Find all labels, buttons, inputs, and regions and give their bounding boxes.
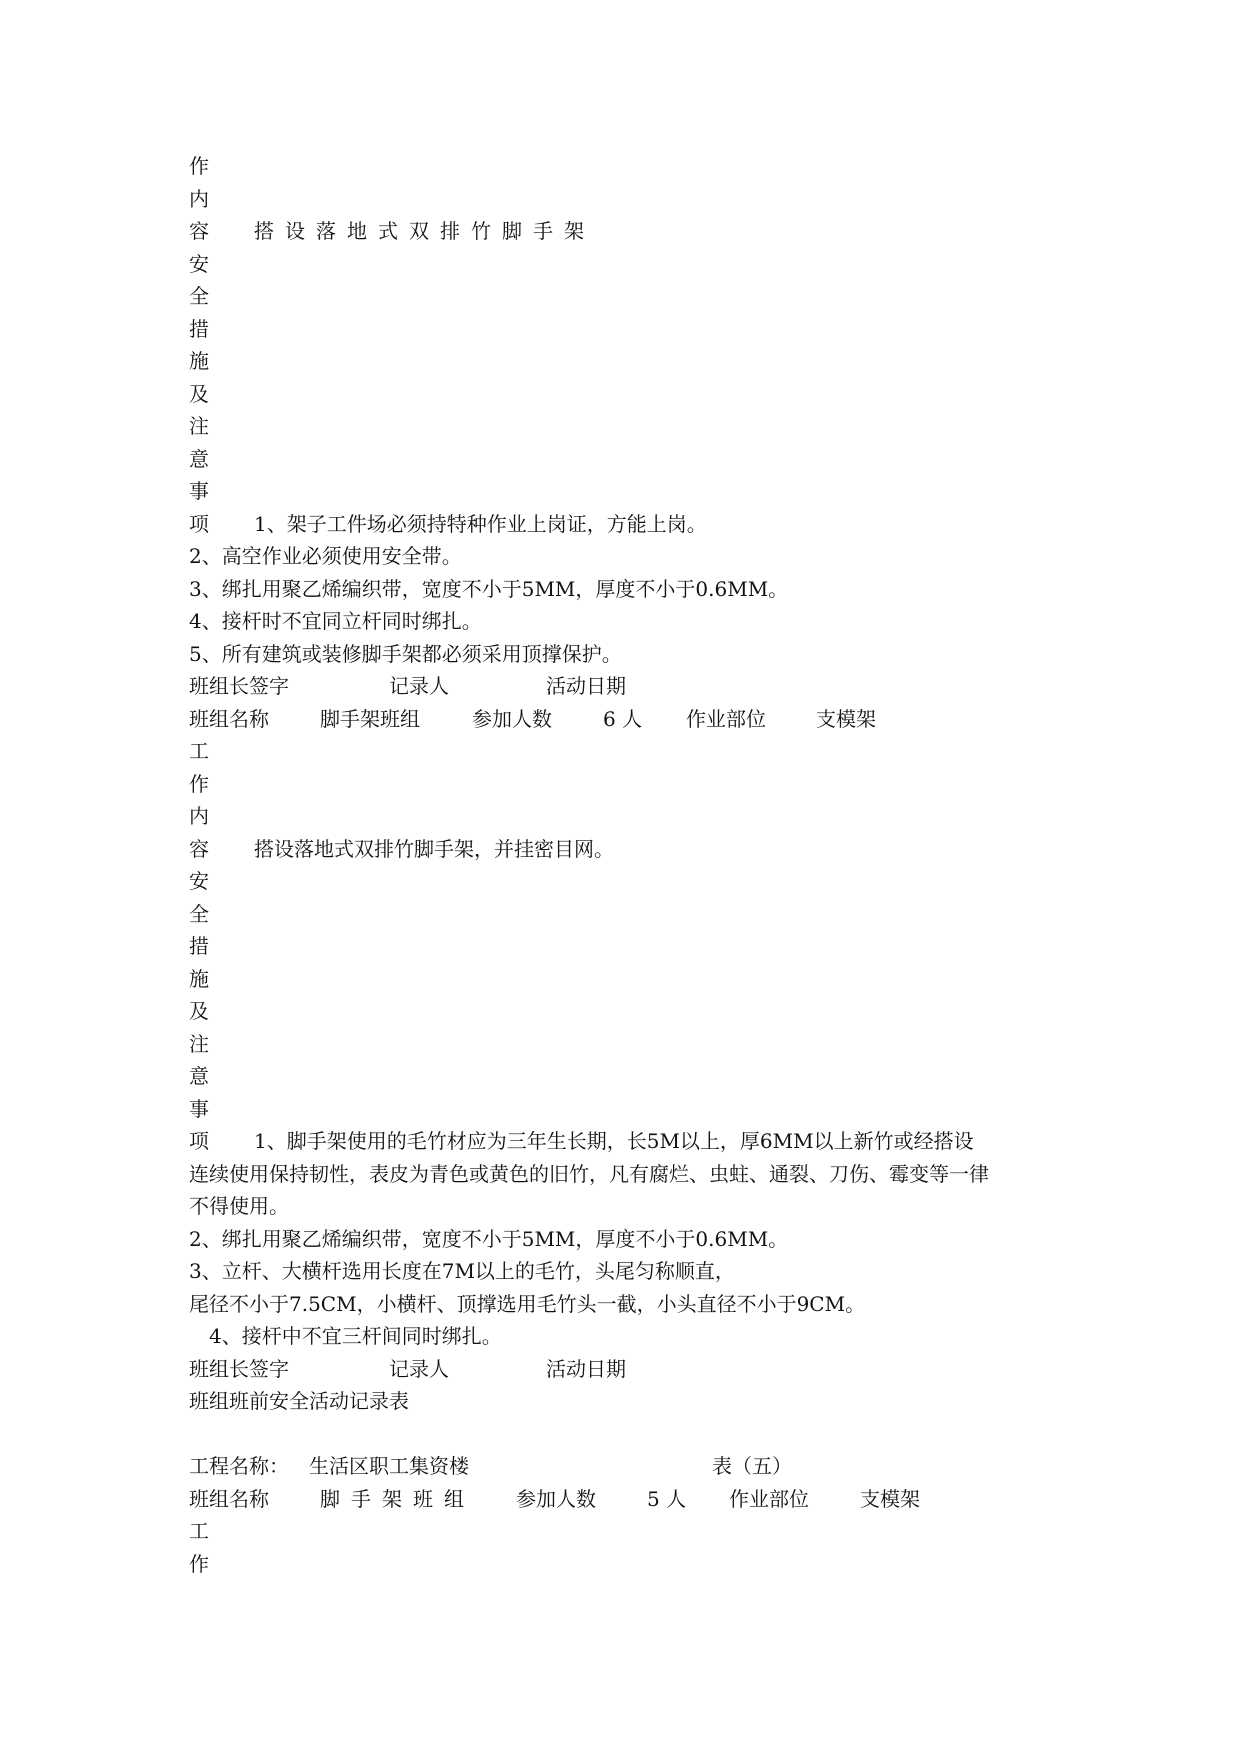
vertical-char: 容	[189, 219, 209, 243]
vertical-char: 全	[189, 284, 209, 308]
safety-item: 3、绑扎用聚乙烯编织带，宽度不小于5MM，厚度不小于0.6MM。	[189, 577, 789, 601]
safety-item: 4、接杆中不宜三杆间同时绑扎。	[209, 1324, 502, 1348]
vertical-char: 注	[189, 414, 209, 438]
project-name-label: 工程名称：	[189, 1454, 289, 1478]
work-content-text: 搭设落地式双排竹脚手架	[254, 219, 595, 243]
safety-item: 1、脚手架使用的毛竹材应为三年生长期，长5M以上，厚6MM以上新竹或经搭设	[254, 1129, 974, 1153]
vertical-char: 施	[189, 349, 209, 373]
vertical-char: 作	[189, 1552, 209, 1576]
recorder-label: 记录人	[389, 1357, 449, 1381]
team-name-label: 班组名称	[189, 707, 269, 731]
vertical-char: 及	[189, 999, 209, 1023]
safety-item: 5、所有建筑或装修脚手架都必须采用顶撑保护。	[189, 642, 622, 666]
participant-count-value: 6 人	[603, 707, 643, 731]
safety-item: 1、架子工件场必须持特种作业上岗证，方能上岗。	[254, 512, 707, 536]
safety-item-continued: 尾径不小于7.5CM，小横杆、顶撑选用毛竹头一截，小头直径不小于9CM。	[189, 1292, 866, 1316]
team-name-label: 班组名称	[189, 1487, 269, 1511]
work-part-value: 支模架	[816, 707, 876, 731]
vertical-char: 措	[189, 317, 209, 341]
work-part-label: 作业部位	[686, 707, 766, 731]
team-name-value: 脚手架班组	[320, 1487, 475, 1511]
recorder-label: 记录人	[389, 674, 449, 698]
vertical-char: 及	[189, 382, 209, 406]
vertical-char: 项	[189, 512, 209, 536]
safety-item: 2、高空作业必须使用安全带。	[189, 544, 462, 568]
vertical-char: 全	[189, 902, 209, 926]
leader-sign-label: 班组长签字	[189, 1357, 289, 1381]
activity-date-label: 活动日期	[546, 1357, 626, 1381]
vertical-char: 事	[189, 479, 209, 503]
vertical-char: 注	[189, 1032, 209, 1056]
vertical-char: 内	[189, 804, 209, 828]
work-part-value: 支模架	[860, 1487, 920, 1511]
participant-count-label: 参加人数	[472, 707, 552, 731]
participant-count-value: 5 人	[647, 1487, 687, 1511]
project-name-value: 生活区职工集资楼	[309, 1454, 469, 1478]
vertical-char: 工	[189, 1519, 209, 1543]
vertical-char: 安	[189, 252, 209, 276]
activity-date-label: 活动日期	[546, 674, 626, 698]
participant-count-label: 参加人数	[516, 1487, 596, 1511]
form-title: 班组班前安全活动记录表	[189, 1389, 409, 1413]
safety-item-continued: 不得使用。	[189, 1194, 289, 1218]
vertical-char: 作	[189, 772, 209, 796]
vertical-char: 措	[189, 934, 209, 958]
table-number: 表（五）	[712, 1454, 792, 1478]
work-content-text: 搭设落地式双排竹脚手架，并挂密目网。	[254, 837, 614, 861]
vertical-char: 意	[189, 1064, 209, 1088]
safety-item: 4、接杆时不宜同立杆同时绑扎。	[189, 609, 482, 633]
vertical-char: 意	[189, 447, 209, 471]
safety-item-continued: 连续使用保持韧性，表皮为青色或黄色的旧竹，凡有腐烂、虫蛀、通裂、刀伤、霉变等一律	[189, 1162, 989, 1186]
vertical-char: 内	[189, 187, 209, 211]
vertical-char: 安	[189, 869, 209, 893]
vertical-char: 施	[189, 967, 209, 991]
safety-item: 2、绑扎用聚乙烯编织带，宽度不小于5MM，厚度不小于0.6MM。	[189, 1227, 789, 1251]
work-part-label: 作业部位	[729, 1487, 809, 1511]
vertical-char: 事	[189, 1097, 209, 1121]
vertical-char: 项	[189, 1129, 209, 1153]
vertical-char: 工	[189, 739, 209, 763]
vertical-char: 作	[189, 154, 209, 178]
vertical-char: 容	[189, 837, 209, 861]
team-name-value: 脚手架班组	[320, 707, 420, 731]
safety-item: 3、立杆、大横杆选用长度在7M以上的毛竹，头尾匀称顺直，	[189, 1259, 735, 1283]
leader-sign-label: 班组长签字	[189, 674, 289, 698]
